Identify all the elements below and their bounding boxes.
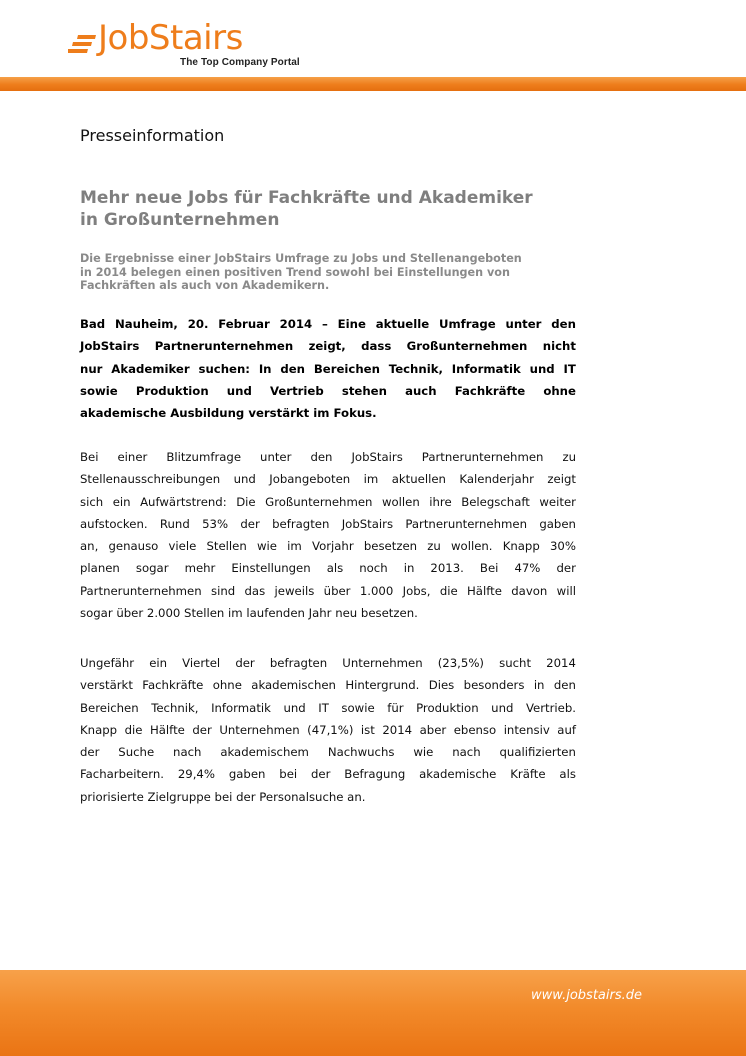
word: aber: [419, 722, 447, 737]
word: nach: [452, 745, 481, 760]
lead-line: akademische Ausbildung verstärkt im Fokus.: [80, 406, 377, 421]
paragraph-line: [80, 535, 576, 557]
word: unter: [260, 450, 292, 464]
word: JobStairs: [80, 339, 140, 354]
paragraph-line: [80, 491, 576, 513]
paragraph-line: [80, 652, 576, 674]
word: die: [439, 583, 458, 598]
word: ebenso: [453, 722, 497, 737]
word: sowie: [80, 383, 118, 398]
word: Informatik: [451, 361, 521, 376]
word: Fachkräfte: [142, 678, 204, 693]
word: Viertel: [182, 656, 221, 670]
word: IT: [563, 361, 576, 376]
word: Unternehmen: [219, 722, 300, 737]
word: Dies: [428, 678, 455, 693]
word: Nauheim,: [115, 317, 178, 331]
lead-line: [80, 313, 576, 335]
word: Stellenausschreibungen: [80, 472, 221, 487]
word: aktuelle: [375, 317, 430, 331]
word: Die: [236, 494, 256, 509]
word: dass: [361, 339, 392, 354]
word: 2014: [279, 317, 313, 331]
word: akademischem: [220, 745, 309, 760]
paragraph-line: [80, 446, 576, 468]
word: Partnerunternehmen: [80, 583, 202, 598]
word: im: [363, 472, 379, 487]
word: IT: [318, 700, 329, 715]
headline-line: in Großunternehmen: [80, 210, 280, 230]
paragraph-line: priorisierte Zielgruppe bei der Personalsuche an.: [80, 789, 366, 804]
paragraph-line: [80, 741, 576, 763]
word: Einstellungen: [231, 561, 311, 576]
word: Nachwuchs: [327, 745, 395, 760]
word: In: [258, 361, 272, 376]
word: das: [244, 583, 266, 598]
word: über: [323, 583, 351, 598]
word: Vertrieb: [269, 383, 324, 398]
word: Produktion: [416, 700, 479, 715]
word: befragten: [269, 656, 328, 670]
lead-paragraph: [80, 313, 576, 424]
word: Partnerunternehmen: [421, 450, 544, 464]
word: wollen.: [450, 539, 493, 554]
word: und: [233, 472, 256, 487]
word: Technik,: [151, 700, 199, 715]
word: Knapp: [502, 539, 540, 554]
word: im: [287, 539, 302, 554]
word: Blitzumfrage: [166, 450, 242, 464]
headline: [80, 187, 580, 231]
word: akademische: [419, 767, 497, 782]
word: besetzen: [363, 539, 418, 554]
word: 47%: [514, 561, 541, 576]
word: 2013.: [430, 561, 464, 576]
word: wie: [256, 539, 277, 554]
word: Bereichen: [313, 361, 380, 376]
word: jeweils: [274, 583, 315, 598]
word: ein: [112, 494, 131, 509]
word: sich: [80, 494, 104, 509]
word: befragten: [272, 516, 330, 531]
word: verstärkt: [80, 678, 133, 693]
word: und: [283, 700, 306, 715]
word: nicht: [542, 339, 576, 354]
word: Bereichen: [80, 700, 139, 715]
word: 53%: [202, 516, 229, 531]
paragraph-line: [80, 580, 576, 602]
word: den: [551, 317, 576, 331]
page-header: [0, 0, 746, 92]
word: 1.000: [359, 583, 394, 598]
word: der: [192, 722, 212, 737]
word: der: [240, 516, 260, 531]
word: für: [387, 700, 404, 715]
subhead-line: Fachkräften als auch von Akademikern.: [80, 279, 330, 292]
word: Hälfte: [149, 722, 185, 737]
word: planen: [80, 561, 120, 576]
page-footer: [0, 970, 746, 1056]
lead-line: [80, 380, 576, 402]
lead-line: [80, 358, 576, 380]
word: in: [533, 678, 545, 693]
word: den: [553, 678, 576, 693]
word: will: [556, 583, 576, 598]
word: gaben: [228, 767, 266, 782]
word: Februar: [218, 317, 270, 331]
word: unter: [505, 317, 542, 331]
word: einer: [117, 450, 148, 464]
word: viele: [168, 539, 197, 554]
word: aufstocken.: [80, 516, 148, 531]
word: JobStairs: [341, 516, 394, 531]
word: der: [311, 767, 331, 782]
word: mehr: [184, 561, 216, 576]
word: auch: [405, 383, 437, 398]
word: Jobs,: [402, 583, 431, 598]
word: weiter: [539, 494, 576, 509]
word: 20.: [187, 317, 209, 331]
paragraph-line: [80, 674, 576, 696]
word: ist: [360, 722, 375, 737]
word: als: [559, 767, 576, 782]
word: intensiv: [503, 722, 550, 737]
word: ein: [149, 656, 168, 670]
word: an,: [80, 539, 99, 554]
word: Partnerunternehmen: [154, 339, 294, 354]
word: Produktion: [135, 383, 209, 398]
word: stehen: [341, 383, 387, 398]
word: Technik,: [388, 361, 443, 376]
word: Informatik: [211, 700, 271, 715]
logo-wordmark: JobStairs: [98, 18, 243, 58]
document-kicker: Presseinformation: [80, 126, 225, 145]
paragraph-line: sogar über 2.000 Stellen im laufenden Jahr neu besetzen.: [80, 606, 418, 621]
paragraph-line: [80, 557, 576, 579]
word: Vertrieb.: [525, 700, 576, 715]
word: der: [235, 656, 255, 670]
word: noch: [359, 561, 388, 576]
word: JobStairs: [351, 450, 403, 464]
word: zeigt: [547, 472, 576, 487]
word: Bei: [479, 561, 499, 576]
body-paragraph-2: [80, 652, 576, 808]
word: nur: [80, 361, 103, 376]
word: als: [326, 561, 344, 576]
word: Facharbeitern.: [80, 767, 164, 782]
paragraph-line: [80, 763, 576, 785]
word: nach: [173, 745, 202, 760]
word: ohne: [212, 678, 242, 693]
headline-line: Mehr neue Jobs für Fachkräfte und Akademiker: [80, 188, 533, 208]
logo-stripes-icon: [68, 33, 96, 55]
word: Großunternehmen: [406, 339, 528, 354]
word: und: [491, 700, 514, 715]
word: sucht: [499, 656, 532, 670]
logo-tagline: The Top Company Portal: [180, 57, 300, 68]
paragraph-line: [80, 719, 576, 741]
word: qualifizierten: [499, 745, 576, 760]
paragraph-line: [80, 697, 576, 719]
subhead-line: Die Ergebnisse einer JobStairs Umfrage zu Jobs und Stellenangeboten: [80, 252, 522, 265]
subheadline: [80, 252, 580, 293]
word: Kalenderjahr: [459, 472, 534, 487]
word: Hintergrund.: [345, 678, 420, 693]
word: ihre: [429, 494, 452, 509]
word: zu: [427, 539, 441, 554]
word: akademischen: [251, 678, 336, 693]
word: besonders: [463, 678, 525, 693]
word: den: [310, 450, 333, 464]
word: Großunternehmen: [265, 494, 373, 509]
word: 30%: [549, 539, 576, 554]
word: sind: [211, 583, 236, 598]
word: aktuellen: [391, 472, 446, 487]
word: (47,1%): [307, 722, 354, 737]
word: Belegschaft: [461, 494, 530, 509]
word: 29,4%: [177, 767, 215, 782]
word: gaben: [539, 516, 576, 531]
word: und: [529, 361, 555, 376]
word: davon: [511, 583, 548, 598]
word: bei: [279, 767, 298, 782]
word: Befragung: [344, 767, 406, 782]
word: Kräfte: [510, 767, 546, 782]
word: 2014: [382, 722, 413, 737]
word: zu: [562, 450, 576, 464]
word: Bei: [80, 450, 99, 464]
word: Hälfte: [467, 583, 502, 598]
word: Ungefähr: [80, 656, 135, 670]
word: Jobangeboten: [269, 472, 351, 487]
word: wollen: [381, 494, 420, 509]
word: den: [280, 361, 305, 376]
word: (23,5%): [437, 656, 484, 670]
word: Partnerunternehmen: [405, 516, 528, 531]
word: auf: [557, 722, 576, 737]
word: 2014: [546, 656, 576, 670]
word: Rund: [159, 516, 190, 531]
word: die: [124, 722, 143, 737]
word: und: [226, 383, 252, 398]
word: genauso: [108, 539, 159, 554]
word: Akademiker: [111, 361, 190, 376]
word: in: [403, 561, 415, 576]
word: Eine: [337, 317, 366, 331]
word: suchen:: [198, 361, 250, 376]
body-paragraph-1: [80, 446, 576, 624]
word: Fachkräfte: [454, 383, 526, 398]
header-orange-bar: [0, 77, 746, 91]
word: ohne: [543, 383, 576, 398]
lead-line: [80, 335, 576, 357]
word: sowie: [341, 700, 375, 715]
word: der: [80, 745, 100, 760]
word: sogar: [135, 561, 169, 576]
word: Suche: [118, 745, 155, 760]
word: Aufwärtstrend:: [140, 494, 227, 509]
word: zeigt,: [308, 339, 346, 354]
word: Unternehmen: [342, 656, 423, 670]
word: Vorjahr: [311, 539, 354, 554]
paragraph-line: [80, 468, 576, 490]
paragraph-line: [80, 513, 576, 535]
word: Bad: [80, 317, 106, 331]
word: Umfrage: [439, 317, 496, 331]
word: –: [321, 317, 328, 331]
word: der: [556, 561, 576, 576]
word: wie: [413, 745, 434, 760]
word: Stellen: [206, 539, 247, 554]
footer-website-link[interactable]: www.jobstairs.de: [531, 988, 642, 1003]
word: Knapp: [80, 722, 118, 737]
subhead-line: in 2014 belegen einen positiven Trend sowohl bei Einstellungen von: [80, 265, 510, 279]
